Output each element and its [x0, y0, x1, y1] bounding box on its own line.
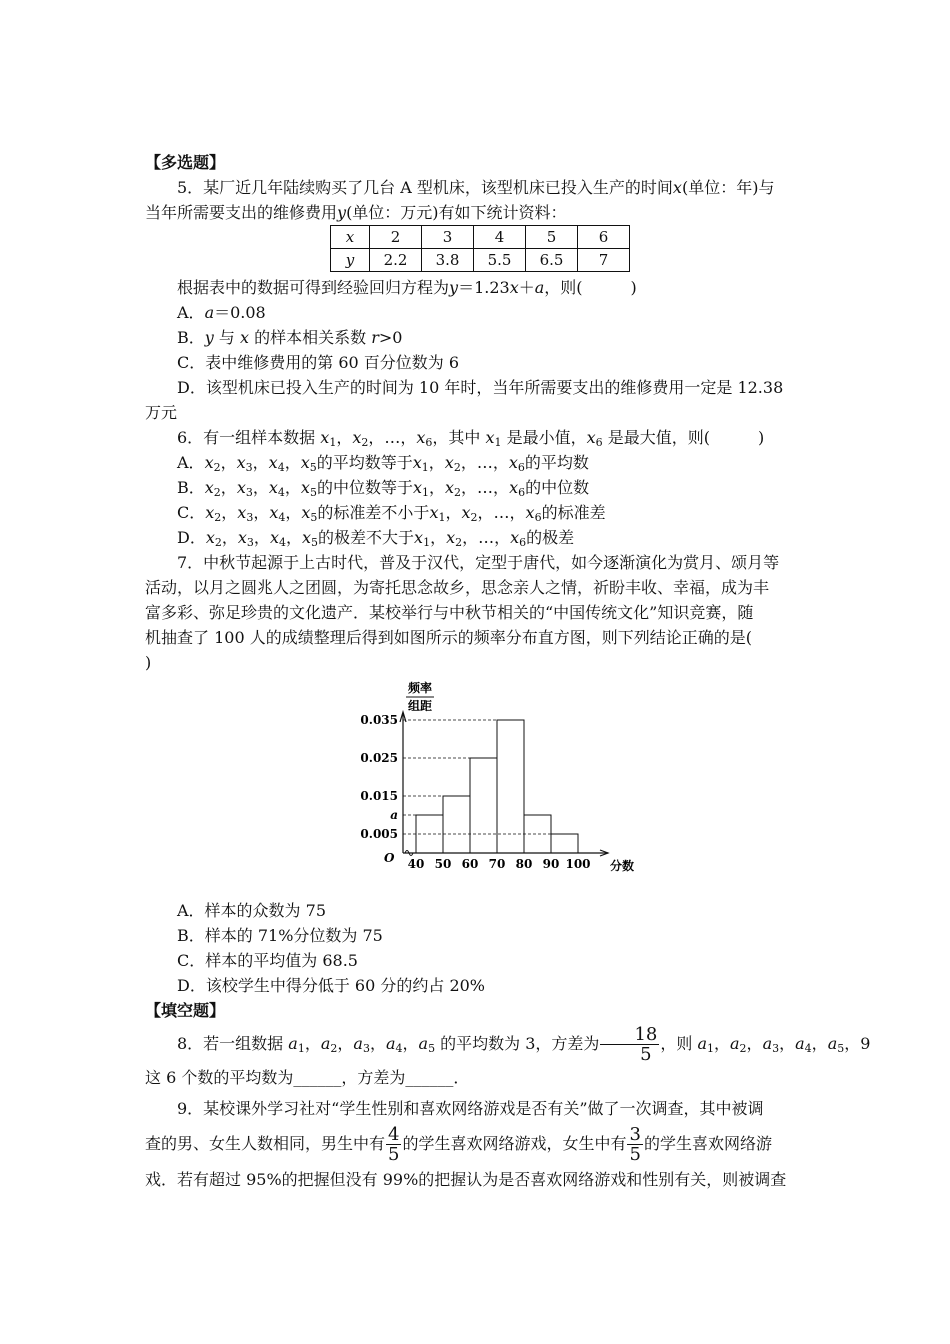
var: x [268, 478, 278, 497]
q5-var-x: x [672, 178, 682, 197]
histogram-bar [551, 834, 578, 853]
q5-stem-5: 根据表中的数据可得到经验回归方程为 [177, 278, 450, 297]
table-cell: 5 [526, 226, 578, 249]
sep: ， [811, 1034, 828, 1053]
var: x [586, 428, 596, 447]
x-tick-label: 70 [488, 857, 506, 871]
q7-option-a: A．样本的众数为 75 [177, 901, 327, 920]
q5-eq-mid: ＝1.23 [458, 278, 510, 297]
dots: … [478, 528, 495, 547]
var: x [269, 528, 279, 547]
q6-option-c: C．$x_2$，$x_3$，$x_4$，$x_5$的标准差不小于$x_1$，$x_2$，…，$x_6$的标准差 [177, 503, 606, 524]
option-var: a [204, 303, 215, 322]
var: x [429, 503, 439, 522]
var: a [288, 1034, 298, 1053]
var: x [485, 428, 495, 447]
sep: ， [428, 453, 445, 472]
var: x [444, 453, 454, 472]
option-label: B． [177, 478, 205, 497]
var: a [795, 1034, 805, 1053]
frequency-histogram [350, 678, 640, 878]
sep: ， [336, 428, 353, 447]
q8-line-2: 这 6 个数的平均数为______，方差为______． [145, 1068, 470, 1087]
option-text: 的平均数 [524, 453, 589, 472]
q6-option-d: D．$x_2$，$x_3$，$x_4$，$x_5$的极差不大于$x_1$，$x_2$，…，$x_6$的极差 [177, 528, 575, 549]
q8-stem: ，9 [844, 1034, 871, 1053]
q9-text: 的学生喜欢网络游戏，女生中有 [402, 1134, 627, 1153]
q7-option-c: C．样本的平均值为 68.5 [177, 951, 358, 970]
sep: ， [460, 453, 477, 472]
option-label: C． [177, 503, 206, 522]
q7-option-b: B．样本的 71%分位数为 75 [177, 926, 383, 945]
x-tick-label: 60 [461, 857, 479, 871]
var: x [301, 503, 311, 522]
option-var: r [371, 328, 379, 347]
question-8: 8．若一组数据 $a_1$，$a_2$，$a_3$，$a_4$，$a_5$ 的平均数为 3，方差为 $\frac{18}{5}$ ，则 $a_1$，$a_2$，$a_3$，$a_4$，$a_5$，9 这 6 个数的平均数为______，方差为______． [145, 1023, 810, 1090]
var: x [510, 528, 520, 547]
q5-option-c: C．表中维修费用的第 60 百分位数为 6 [177, 353, 460, 372]
table-cell: 2.2 [370, 249, 422, 272]
option-text: >0 [378, 328, 403, 347]
x-tick-label: 50 [434, 857, 452, 871]
var: x [414, 528, 424, 547]
option-text: ＝0.08 [214, 303, 266, 322]
var: x [301, 528, 312, 547]
var: x [445, 478, 455, 497]
sep: ， [493, 478, 510, 497]
sep: ， [221, 503, 238, 522]
y-tick-label: 0.025 [360, 751, 398, 765]
q5-option-d-cont: 万元 [145, 403, 178, 422]
table-row-y [331, 249, 630, 272]
histogram-bar [443, 796, 470, 853]
var: x [320, 428, 330, 447]
var: a [697, 1034, 707, 1053]
sep: ， [509, 503, 526, 522]
q5-stem-3: 当年所需要支出的维修费用 [145, 203, 338, 222]
var: x [300, 478, 310, 497]
option-text: 的中位数 [525, 478, 590, 497]
q6-stem: 是最小值， [501, 428, 587, 447]
sep: ， [284, 453, 301, 472]
table-cell: 3 [422, 226, 474, 249]
y-tick-label: a [390, 808, 398, 822]
var: a [418, 1034, 429, 1053]
q8-stem: 的平均数为 3，方差为 [435, 1034, 600, 1053]
sep: ， [253, 503, 270, 522]
option-text: 与 [213, 328, 240, 347]
question-5 [145, 175, 810, 425]
var: x [412, 453, 422, 472]
q7-line: 富多彩、弥足珍贵的文化遗产．某校举行与中秋节相关的“中国传统文化”知识竞赛，随 [145, 603, 754, 622]
table-header-x: x [331, 226, 370, 249]
sep: ， [368, 428, 385, 447]
q6-option-b: B．$x_2$，$x_3$，$x_4$，$x_5$的中位数等于$x_1$，$x_2$，…，$x_6$的中位数 [177, 478, 590, 499]
x-tick-label: 80 [515, 857, 533, 871]
sep: ， [252, 478, 269, 497]
table-cell: 5.5 [474, 249, 526, 272]
var: x [416, 428, 426, 447]
dots: … [384, 428, 401, 447]
q9-line-3: 戏．若有超过 95%的把握但没有 99%的把握认为是否喜欢网络游戏和性别有关，则被调查 [145, 1170, 787, 1189]
question-6: 6．有一组样本数据 $x_1$，$x_2$，…，$x_6$，其中 $x_1$ 是最小值，$x_6$ 是最大值，则( ) A．$x_2$，$x_3$，$x_4$，$x_5$的平均数等于$x_1$，$x_2$，…，$x_6$的平均数 B．$x_2$，$x_3$，$x_4$，$x_5$的中位数等于$x_1$，$x_2$，…，$x_6$的中位数 C．$x_2$，$x_3$，$x_4$，$x_5$的标准差不小于$x_1$，$x_2$，…，$x_6$的标准差 D．$x_2$，$x_3$，$x_4$，$x_5$的极差不大于$x_1$，$x_2$，…，$x_6$的极差 [145, 425, 810, 550]
q6-stem: ，其中 [432, 428, 486, 447]
q6-stem: 是最大值，则( ) [602, 428, 765, 447]
dots: … [477, 478, 494, 497]
sep: ， [428, 478, 445, 497]
q6-stem: 6．有一组样本数据 [177, 428, 321, 447]
q8-stem: ，则 [660, 1034, 698, 1053]
document-body-continued [145, 898, 871, 1192]
sep: ， [779, 1034, 796, 1053]
sep: ， [445, 503, 462, 522]
table-cell: 7 [578, 249, 630, 272]
sep: ， [462, 528, 479, 547]
question-9 [145, 1096, 810, 1192]
sep: ， [252, 453, 269, 472]
var: x [236, 478, 246, 497]
var: x [525, 503, 535, 522]
table-row-x [331, 226, 630, 249]
q9-fraction-male [386, 1125, 401, 1164]
q5-option-a [145, 300, 810, 325]
histogram-bar [470, 758, 497, 853]
y-tick-label: 0.035 [360, 713, 398, 727]
fraction-denominator: 5 [640, 1044, 652, 1065]
var: a [320, 1034, 331, 1053]
x-axis-label: 分数 [610, 859, 635, 873]
var: x [268, 453, 278, 472]
q5-eq-plus: ＋ [518, 278, 535, 297]
sep: ， [713, 1034, 730, 1053]
option-text: 的极差不大于 [318, 528, 415, 547]
q7-line: 活动，以月之圆兆人之团圆，为寄托思念故乡，思念亲人之情，祈盼丰收、幸福，成为丰 [145, 578, 770, 597]
q9-line-1: 9．某校课外学习社对“学生性别和喜欢网络游戏是否有关”做了一次调查，其中被调 [177, 1099, 764, 1118]
var: x [446, 528, 456, 547]
sep: ， [492, 453, 509, 472]
table-cell: 2 [370, 226, 422, 249]
q7-line: ) [145, 653, 152, 672]
q8-stem: 8．若一组数据 [177, 1034, 289, 1053]
sep: ， [461, 478, 478, 497]
q9-text: 的学生喜欢网络游 [643, 1134, 772, 1153]
sep: ， [746, 1034, 763, 1053]
option-text: 的标准差不小于 [317, 503, 430, 522]
option-text: 的样本相关系数 [249, 328, 372, 347]
var: x [300, 453, 310, 472]
sep: ， [477, 503, 494, 522]
fraction-numerator: 4 [388, 1124, 400, 1145]
table-cell: 3.8 [422, 249, 474, 272]
q7-line: 7．中秋节起源于上古时代，普及于汉代，定型于唐代，如今逐渐演化为赏月、颂月等 [177, 553, 780, 572]
origin-label: O [384, 851, 395, 865]
histogram-bar [497, 720, 524, 853]
table-cell: 4 [474, 226, 526, 249]
option-label: A． [177, 303, 205, 322]
sep: ， [284, 478, 301, 497]
sep: ， [430, 528, 447, 547]
table-cell: 6 [578, 226, 630, 249]
fraction-denominator: 5 [388, 1144, 400, 1165]
option-text: 的中位数等于 [316, 478, 413, 497]
var: x [508, 453, 518, 472]
sep: ， [285, 503, 302, 522]
q5-eq-x: x [509, 278, 519, 297]
sep: ， [221, 528, 238, 547]
question-7 [145, 550, 810, 675]
sep: ， [285, 528, 302, 547]
q5-stem-4: (单位：万元)有如下统计资料： [346, 203, 567, 222]
q9-text: 查的男、女生人数相同，男生中有 [145, 1134, 386, 1153]
dots: … [476, 453, 493, 472]
q7-option-d: D．该校学生中得分低于 60 分的约占 20% [177, 976, 486, 995]
q7-line: 机抽查了 100 人的成绩整理后得到如图所示的频率分布直方图，则下列结论正确的是( [145, 628, 752, 647]
q5-data-table [330, 225, 630, 272]
option-text: 的极差 [526, 528, 575, 547]
q8-fraction [600, 1025, 659, 1064]
var: x [269, 503, 279, 522]
option-var: x [240, 328, 250, 347]
y-axis-label-bottom: 组距 [407, 699, 433, 713]
y-tick-label: 0.005 [360, 827, 398, 841]
sep: ， [253, 528, 270, 547]
sep: ， [402, 1034, 419, 1053]
dots: … [493, 503, 510, 522]
y-tick-label: 0.015 [360, 789, 398, 803]
var: x [205, 528, 215, 547]
var: x [236, 453, 246, 472]
q6-option-a: A．$x_2$，$x_3$，$x_4$，$x_5$的平均数等于$x_1$，$x_2$，…，$x_6$的平均数 [177, 453, 589, 474]
option-text: 的平均数等于 [316, 453, 413, 472]
option-label: A． [177, 453, 205, 472]
fill-in-header: 【填空题】 [145, 1001, 226, 1020]
sep: ， [494, 528, 511, 547]
var: a [385, 1034, 396, 1053]
y-axis-label-top: 频率 [407, 681, 433, 695]
option-label: B． [177, 328, 205, 347]
table-cell: 6.5 [526, 249, 578, 272]
sep: ， [220, 478, 237, 497]
var: x [204, 453, 214, 472]
q9-fraction-female [627, 1125, 642, 1164]
option-text: 的标准差 [541, 503, 606, 522]
x-tick-label: 40 [407, 857, 425, 871]
q5-stem-1: 5．某厂近几年陆续购买了几台 A 型机床，该型机床已投入生产的时间 [177, 178, 673, 197]
q5-option-d: D．该型机床已投入生产的时间为 10 年时，当年所需要支出的维修费用一定是 12.38 [177, 378, 784, 397]
fraction-numerator: 3 [629, 1124, 641, 1145]
sep: ， [369, 1034, 386, 1053]
fraction-numerator: 18 [600, 1025, 659, 1045]
q5-stem-6: ，则( ) [544, 278, 637, 297]
q5-var-y: y [337, 203, 347, 222]
var: a [353, 1034, 363, 1053]
sep: ， [337, 1034, 354, 1053]
var: a [762, 1034, 773, 1053]
sep: ， [304, 1034, 321, 1053]
q5-option-b [145, 325, 810, 350]
var: x [204, 478, 214, 497]
sep: ， [220, 453, 237, 472]
multi-choice-header: 【多选题】 [145, 153, 226, 172]
var: x [237, 503, 247, 522]
x-tick-label: 90 [542, 857, 560, 871]
option-var: y [204, 328, 214, 347]
table-header-y: y [331, 249, 370, 272]
document-body [145, 150, 810, 675]
fraction-denominator: 5 [629, 1144, 641, 1165]
option-label: D． [177, 528, 206, 547]
var: x [205, 503, 215, 522]
x-tick-label: 100 [565, 857, 591, 871]
var: x [461, 503, 471, 522]
var: a [827, 1034, 838, 1053]
var: x [412, 478, 422, 497]
var: x [509, 478, 519, 497]
q5-stem-2: (单位：年)与 [681, 178, 775, 197]
var: x [352, 428, 362, 447]
q5-eq-y: y [449, 278, 459, 297]
q5-eq-a: a [534, 278, 545, 297]
var: x [237, 528, 247, 547]
sep: ， [400, 428, 417, 447]
var: a [730, 1034, 740, 1053]
